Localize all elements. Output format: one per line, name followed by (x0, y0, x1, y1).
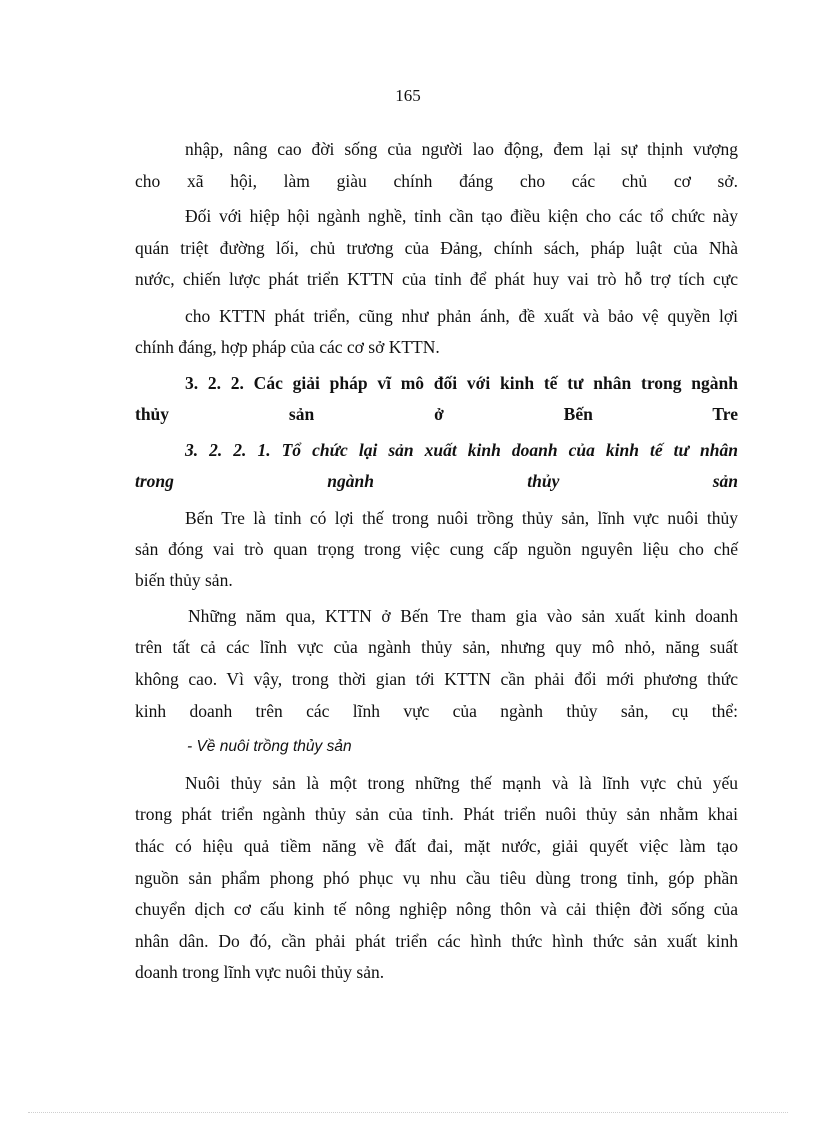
paragraph-line: sản đóng vai trò quan trọng trong việc cung cấp nguồn nguyên liệu cho chế (135, 539, 738, 559)
paragraph-line: nhập, nâng cao đời sống của người lao động, đem lại sự thịnh vượng (185, 139, 738, 159)
paragraph-line: kinh doanh trên các lĩnh vực của ngành thủy sản, cụ thể: (135, 701, 738, 721)
paragraph-line: nhân dân. Do đó, cần phải phát triển các hình thức hình thức sản xuất kinh (135, 931, 738, 951)
paragraph-line: Đối với hiệp hội ngành nghề, tỉnh cần tạo điều kiện cho các tổ chức này (185, 206, 738, 226)
sub-item-heading: - Về nuôi trồng thủy sản (187, 738, 352, 755)
section-heading: thủy sản ở Bến Tre (135, 404, 738, 424)
paragraph-line: Những năm qua, KTTN ở Bến Tre tham gia vào sản xuất kinh doanh (188, 606, 738, 626)
paragraph-line: thác có hiệu quả tiềm năng về đất đai, mặt nước, giải quyết việc làm tạo (135, 836, 738, 856)
footer-divider (28, 1112, 788, 1113)
paragraph-line: nước, chiến lược phát triển KTTN của tỉnh để phát huy vai trò hỗ trợ tích cực (135, 269, 738, 289)
subsection-heading: 3. 2. 2. 1. Tổ chức lại sản xuất kinh doanh của kinh tế tư nhân (185, 440, 738, 460)
paragraph-line: chuyển dịch cơ cấu kinh tế nông nghiệp nông thôn và cải thiện đời sống của (135, 899, 738, 919)
paragraph-line: trong phát triển ngành thủy sản của tỉnh. Phát triển nuôi thủy sản nhằm khai (135, 804, 738, 824)
paragraph-line: quán triệt đường lối, chủ trương của Đảng, chính sách, pháp luật của Nhà (135, 238, 738, 258)
subsection-heading: trong ngành thủy sản (135, 471, 738, 491)
paragraph-line: cho KTTN phát triển, cũng như phản ánh, đề xuất và bảo vệ quyền lợi (185, 306, 738, 326)
paragraph-line: Nuôi thủy sản là một trong những thế mạnh và là lĩnh vực chủ yếu (185, 773, 738, 793)
paragraph-line: doanh trong lĩnh vực nuôi thủy sản. (135, 962, 385, 982)
paragraph-line: nguồn sản phẩm phong phó phục vụ nhu cầu tiêu dùng trong tỉnh, góp phần (135, 868, 738, 888)
paragraph-line: cho xã hội, làm giàu chính đáng cho các chủ cơ sở. (135, 171, 738, 191)
paragraph-line: chính đáng, hợp pháp của các cơ sở KTTN. (135, 337, 440, 357)
page-number: 165 (395, 86, 421, 105)
paragraph-line: trên tất cả các lĩnh vực của ngành thủy sản, nhưng quy mô nhỏ, năng suất (135, 637, 738, 657)
paragraph-line: biến thủy sản. (135, 570, 233, 590)
paragraph-line: không cao. Vì vậy, trong thời gian tới KTTN cần phải đổi mới phương thức (135, 669, 738, 689)
paragraph-line: Bến Tre là tỉnh có lợi thế trong nuôi trồng thủy sản, lĩnh vực nuôi thủy (185, 508, 738, 528)
section-heading: 3. 2. 2. Các giải pháp vĩ mô đối với kinh tế tư nhân trong ngành (185, 373, 738, 393)
